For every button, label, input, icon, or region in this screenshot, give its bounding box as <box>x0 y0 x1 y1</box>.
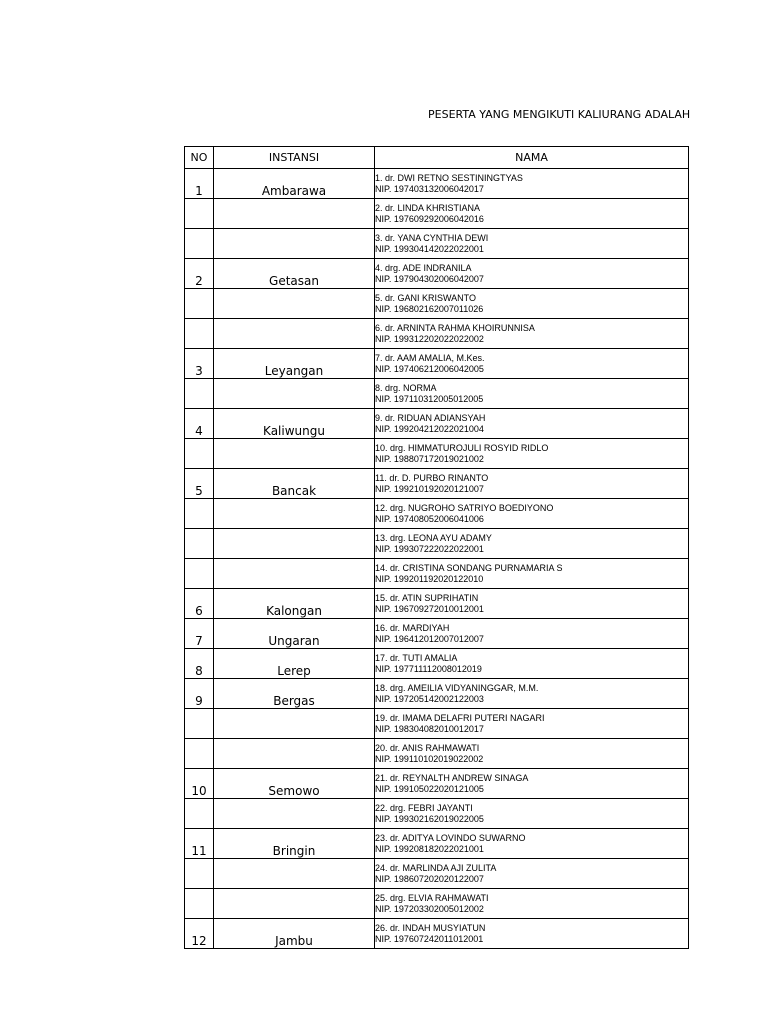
instansi-cell: Kalongan <box>214 589 375 619</box>
row-number: 7 <box>185 619 214 649</box>
instansi-cell <box>214 889 375 919</box>
participant-nip: NIP. 199204212022021004 <box>375 423 484 434</box>
table-row <box>185 469 689 499</box>
participant-nip: NIP. 199208182022021001 <box>375 843 484 854</box>
row-number <box>185 859 214 889</box>
participant-nip: NIP. 196802162007011026 <box>375 303 484 314</box>
participant-nip: NIP. 199201192020122010 <box>375 573 484 584</box>
row-number: 11 <box>185 829 214 859</box>
table-row <box>185 739 689 769</box>
participant-name: 14. dr. CRISTINA SONDANG PURNAMARIA S <box>375 562 563 573</box>
instansi-cell <box>214 289 375 319</box>
nama-cell <box>375 319 689 349</box>
instansi-cell: Kaliwungu <box>214 409 375 439</box>
row-number: 6 <box>185 589 214 619</box>
participant-name: 5. dr. GANI KRISWANTO <box>375 292 477 303</box>
table-row <box>185 319 689 349</box>
participant-nip: NIP. 197904302006042007 <box>375 273 484 284</box>
participant-name: 21. dr. REYNALTH ANDREW SINAGA <box>375 772 529 783</box>
row-number <box>185 379 214 409</box>
participant-name: 7. dr. AAM AMALIA, M.Kes. <box>375 352 485 363</box>
participant-nip: NIP. 197609292006042016 <box>375 213 484 224</box>
participant-name: 16. dr. MARDIYAH <box>375 622 450 633</box>
instansi-cell <box>214 319 375 349</box>
nama-cell <box>375 529 689 559</box>
row-number <box>185 439 214 469</box>
nama-cell <box>375 379 689 409</box>
header-no: NO <box>185 147 214 169</box>
nama-cell <box>375 409 689 439</box>
instansi-cell: Leyangan <box>214 349 375 379</box>
table-row <box>185 859 689 889</box>
table-row <box>185 499 689 529</box>
participant-nip: NIP. 198304082010012017 <box>375 723 484 734</box>
table-row <box>185 379 689 409</box>
participant-name: 3. dr. YANA CYNTHIA DEWI <box>375 232 489 243</box>
row-number: 2 <box>185 259 214 289</box>
instansi-cell: Ungaran <box>214 619 375 649</box>
instansi-cell <box>214 709 375 739</box>
nama-cell <box>375 649 689 679</box>
nama-cell <box>375 709 689 739</box>
instansi-cell <box>214 499 375 529</box>
instansi-cell <box>214 739 375 769</box>
nama-cell <box>375 229 689 259</box>
participant-name: 25. drg. ELVIA RAHMAWATI <box>375 892 489 903</box>
row-number: 12 <box>185 919 214 949</box>
header-instansi: INSTANSI <box>214 147 375 169</box>
participant-name: 12. drg. NUGROHO SATRIYO BOEDIYONO <box>375 502 554 513</box>
nama-cell <box>375 739 689 769</box>
nama-cell <box>375 919 689 949</box>
participant-name: 9. dr. RIDUAN ADIANSYAH <box>375 412 486 423</box>
instansi-cell <box>214 439 375 469</box>
participant-name: 23. dr. ADITYA LOVINDO SUWARNO <box>375 832 526 843</box>
table-row <box>185 409 689 439</box>
table-row <box>185 889 689 919</box>
table-row <box>185 169 689 199</box>
participant-name: 19. dr. IMAMA DELAFRI PUTERI NAGARI <box>375 712 545 723</box>
participant-nip: NIP. 197607242011012001 <box>375 933 484 944</box>
participant-name: 11. dr. D. PURBO RINANTO <box>375 472 489 483</box>
instansi-cell: Bancak <box>214 469 375 499</box>
nama-cell <box>375 799 689 829</box>
participant-nip: NIP. 198607202020122007 <box>375 873 484 884</box>
table-row <box>185 289 689 319</box>
nama-cell <box>375 349 689 379</box>
instansi-cell <box>214 199 375 229</box>
nama-cell <box>375 769 689 799</box>
row-number <box>185 709 214 739</box>
participant-name: 24. dr. MARLINDA AJI ZULITA <box>375 862 497 873</box>
participant-name: 4. drg. ADE INDRANILA <box>375 262 472 273</box>
nama-cell <box>375 619 689 649</box>
nama-cell <box>375 499 689 529</box>
nama-cell <box>375 589 689 619</box>
participant-name: 2. dr. LINDA KHRISTIANA <box>375 202 481 213</box>
table-header-row <box>185 147 689 169</box>
table-row <box>185 259 689 289</box>
table-row <box>185 199 689 229</box>
row-number: 10 <box>185 769 214 799</box>
row-number: 8 <box>185 649 214 679</box>
participant-nip: NIP. 199105022020121005 <box>375 783 484 794</box>
participant-name: 18. drg. AMEILIA VIDYANINGGAR, M.M. <box>375 682 539 693</box>
instansi-cell: Getasan <box>214 259 375 289</box>
participant-nip: NIP. 197711112008012019 <box>375 663 482 674</box>
table-row <box>185 619 689 649</box>
table-row <box>185 529 689 559</box>
instansi-cell: Jambu <box>214 919 375 949</box>
table-row <box>185 799 689 829</box>
row-number: 1 <box>185 169 214 199</box>
instansi-cell: Bringin <box>214 829 375 859</box>
table-row <box>185 919 689 949</box>
participant-nip: NIP. 196709272010012001 <box>375 603 484 614</box>
row-number <box>185 229 214 259</box>
participant-name: 15. dr. ATIN SUPRIHATIN <box>375 592 479 603</box>
row-number <box>185 559 214 589</box>
row-number: 9 <box>185 679 214 709</box>
row-number: 3 <box>185 349 214 379</box>
instansi-cell: Lerep <box>214 649 375 679</box>
instansi-cell: Semowo <box>214 769 375 799</box>
row-number <box>185 529 214 559</box>
nama-cell <box>375 439 689 469</box>
participant-nip: NIP. 199210192020121007 <box>375 483 484 494</box>
nama-cell <box>375 679 689 709</box>
participant-nip: NIP. 197203302005012002 <box>375 903 484 914</box>
nama-cell <box>375 199 689 229</box>
table-row <box>185 649 689 679</box>
participant-nip: NIP. 196412012007012007 <box>375 633 484 644</box>
instansi-cell <box>214 859 375 889</box>
table-row <box>185 709 689 739</box>
nama-cell <box>375 559 689 589</box>
nama-cell <box>375 469 689 499</box>
table-row <box>185 439 689 469</box>
instansi-cell <box>214 379 375 409</box>
instansi-cell <box>214 529 375 559</box>
table-row <box>185 229 689 259</box>
row-number <box>185 799 214 829</box>
instansi-cell <box>214 799 375 829</box>
instansi-cell: Ambarawa <box>214 169 375 199</box>
participant-nip: NIP. 197408052006041006 <box>375 513 484 524</box>
row-number <box>185 289 214 319</box>
instansi-cell <box>214 229 375 259</box>
table-row <box>185 559 689 589</box>
participant-name: 6. dr. ARNINTA RAHMA KHOIRUNNISA <box>375 322 535 333</box>
nama-cell <box>375 289 689 319</box>
nama-cell <box>375 889 689 919</box>
table-row <box>185 679 689 709</box>
participant-nip: NIP. 199302162019022005 <box>375 813 484 824</box>
participant-name: 8. drg. NORMA <box>375 382 437 393</box>
participant-nip: NIP. 197110312005012005 <box>375 393 484 404</box>
instansi-cell: Bergas <box>214 679 375 709</box>
participant-nip: NIP. 199307222022022001 <box>375 543 484 554</box>
participant-nip: NIP. 198807172019021002 <box>375 453 484 464</box>
nama-cell <box>375 169 689 199</box>
participant-nip: NIP. 199304142022022001 <box>375 243 484 254</box>
participant-nip: NIP. 199312202022022002 <box>375 333 484 344</box>
participant-nip: NIP. 197406212006042005 <box>375 363 484 374</box>
table-row <box>185 829 689 859</box>
participant-name: 10. drg. HIMMATUROJULI ROSYID RIDLO <box>375 442 549 453</box>
instansi-cell <box>214 559 375 589</box>
row-number <box>185 739 214 769</box>
participant-table <box>184 146 689 949</box>
participant-name: 22. drg. FEBRI JAYANTI <box>375 802 473 813</box>
row-number <box>185 889 214 919</box>
row-number <box>185 199 214 229</box>
participant-name: 1. dr. DWI RETNO SESTININGTYAS <box>375 172 523 183</box>
table-row <box>185 349 689 379</box>
row-number <box>185 499 214 529</box>
participant-nip: NIP. 199110102019022002 <box>375 753 484 764</box>
table-row <box>185 769 689 799</box>
participant-nip: NIP. 197205142002122003 <box>375 693 484 704</box>
participant-nip: NIP. 197403132006042017 <box>375 183 484 194</box>
participant-name: 17. dr. TUTI AMALIA <box>375 652 458 663</box>
nama-cell <box>375 859 689 889</box>
nama-cell <box>375 829 689 859</box>
participant-name: 13. drg. LEONA AYU ADAMY <box>375 532 492 543</box>
participant-name: 26. dr. INDAH MUSYIATUN <box>375 922 486 933</box>
header-nama: NAMA <box>375 147 689 169</box>
table-row <box>185 589 689 619</box>
row-number <box>185 319 214 349</box>
participant-name: 20. dr. ANIS RAHMAWATI <box>375 742 480 753</box>
row-number: 4 <box>185 409 214 439</box>
nama-cell <box>375 259 689 289</box>
row-number: 5 <box>185 469 214 499</box>
page-title: PESERTA YANG MENGIKUTI KALIURANG ADALAH <box>428 108 691 121</box>
